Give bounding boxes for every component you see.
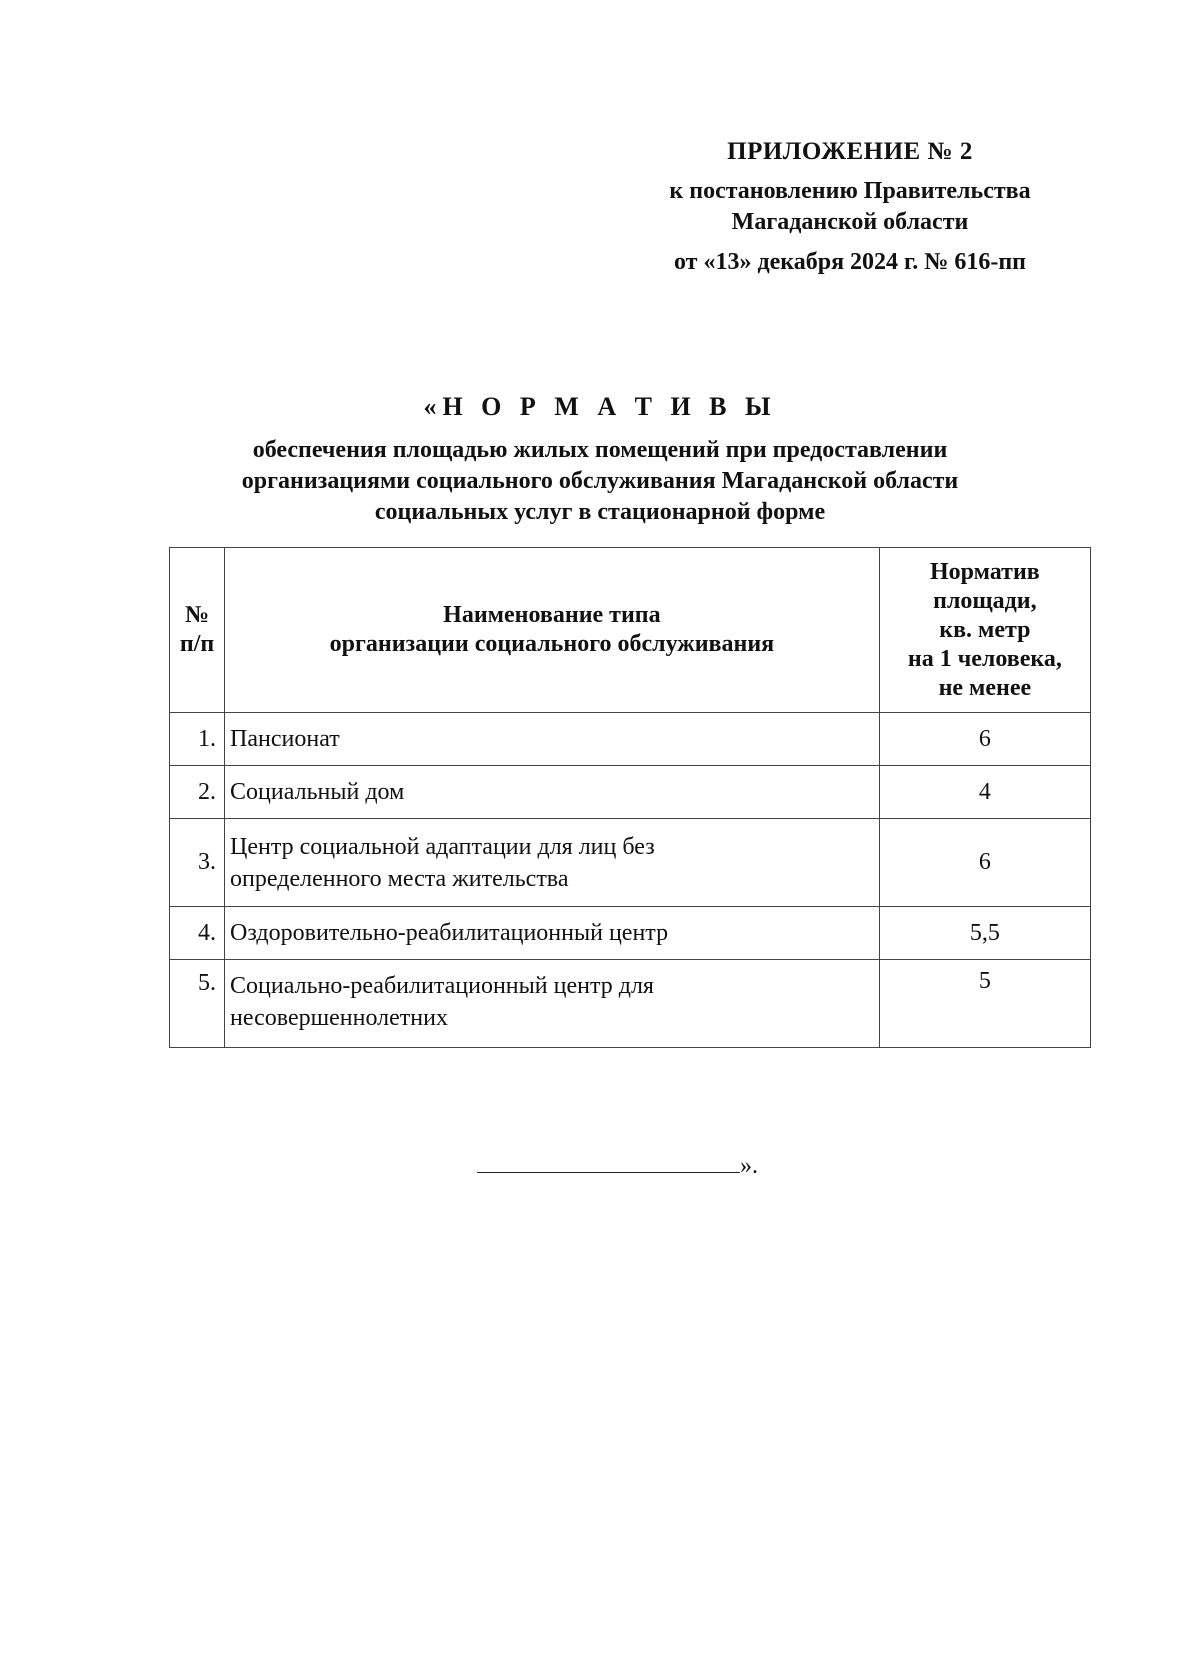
row-name bbox=[225, 766, 880, 819]
subtitle-line: организациями социального обслуживания Магаданской области bbox=[241, 468, 959, 494]
header-text: п/п bbox=[179, 631, 215, 657]
appendix-resolution-line: к постановлению Правительства bbox=[669, 178, 1031, 204]
row-value: 6 bbox=[879, 713, 1090, 766]
header-text: на 1 человека, bbox=[907, 645, 1062, 672]
row-name-line: Социальный дом bbox=[230, 779, 405, 805]
closing-quote: ». bbox=[740, 1153, 758, 1179]
header-norm bbox=[879, 548, 1090, 713]
table-row bbox=[170, 713, 1091, 766]
row-number: 1. bbox=[170, 713, 225, 766]
document-subtitle bbox=[150, 435, 1050, 528]
row-name bbox=[225, 713, 880, 766]
row-name-line: определенного места жительства bbox=[230, 865, 569, 892]
header-number bbox=[170, 548, 225, 713]
appendix-title: ПРИЛОЖЕНИЕ № 2 bbox=[727, 138, 973, 165]
appendix-date-line: от «13» декабря 2024 г. № 616-пп bbox=[673, 249, 1027, 275]
header-text: не менее bbox=[938, 674, 1032, 701]
row-name bbox=[225, 960, 880, 1048]
closing-rule bbox=[477, 1150, 740, 1173]
row-number: 4. bbox=[170, 907, 225, 960]
header-text: площади, bbox=[933, 587, 1037, 614]
header-text: организации социального обслуживания bbox=[329, 631, 775, 657]
header-text: Норматив bbox=[929, 558, 1040, 585]
header-text: кв. метр bbox=[939, 616, 1031, 643]
row-value: 4 bbox=[879, 766, 1090, 819]
row-name-line: несовершеннолетних bbox=[230, 1005, 448, 1031]
table-row bbox=[170, 819, 1091, 907]
row-value: 5 bbox=[879, 960, 1090, 1048]
closing-mark bbox=[477, 1150, 758, 1180]
appendix-region-line: Магаданской области bbox=[731, 209, 969, 235]
row-number: 5. bbox=[170, 960, 225, 1048]
row-value: 6 bbox=[879, 819, 1090, 907]
row-name-line: Оздоровительно-реабилитационный центр bbox=[230, 920, 669, 946]
subtitle-line: социальных услуг в стационарной форме bbox=[374, 499, 826, 525]
row-name-line: Пансионат bbox=[230, 726, 340, 752]
table-row bbox=[170, 907, 1091, 960]
row-number: 2. bbox=[170, 766, 225, 819]
document-title: «Н О Р М А Т И В Ы bbox=[423, 392, 777, 421]
header-text: Наименование типа bbox=[443, 602, 661, 628]
table-header-row bbox=[170, 548, 1091, 713]
table-row bbox=[170, 766, 1091, 819]
norms-table bbox=[169, 547, 1091, 1048]
row-name bbox=[225, 907, 880, 960]
row-value: 5,5 bbox=[879, 907, 1090, 960]
header-name bbox=[225, 548, 880, 713]
subtitle-line: обеспечения площадью жилых помещений при предоставлении bbox=[252, 437, 948, 463]
row-number: 3. bbox=[170, 819, 225, 907]
table-row bbox=[170, 960, 1091, 1048]
row-name-line: Социально-реабилитационный центр для bbox=[230, 973, 654, 999]
row-name-line: Центр социальной адаптации для лиц без bbox=[230, 833, 655, 860]
row-name bbox=[225, 819, 880, 907]
header-text: № bbox=[184, 602, 210, 628]
